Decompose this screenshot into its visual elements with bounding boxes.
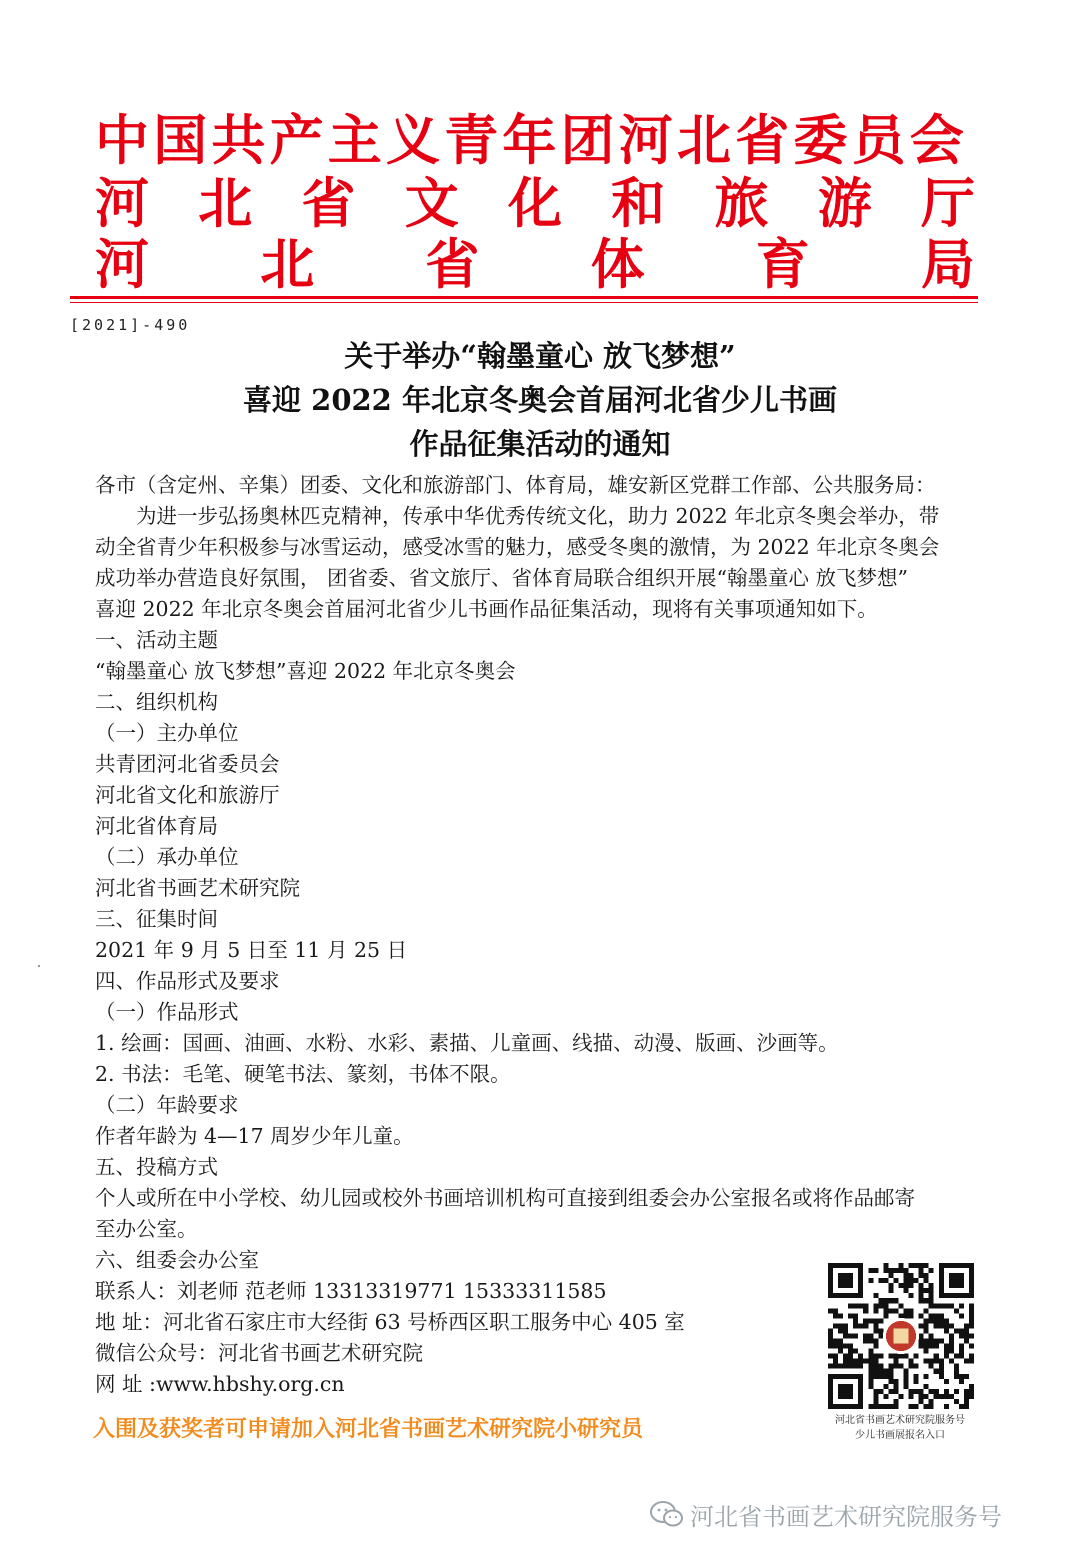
- issuer-char: 北: [260, 233, 315, 296]
- intro-line: 动全省青少年积极参与冰雪运动，感受冰雪的魅力，感受冬奥的激情，为 2022 年北京冬奥会: [95, 535, 940, 559]
- organizer-name: 河北省书画艺术研究院: [95, 876, 300, 900]
- subsection-heading: （一）主办单位: [95, 721, 239, 745]
- document-number: [2021]-490: [70, 316, 191, 334]
- issuer-char: 厅: [921, 172, 975, 235]
- submission-text: 个人或所在中小学校、幼儿园或校外书画培训机构可直接到组委会办公室报名或将作品邮寄: [95, 1186, 915, 1210]
- qr-caption-line-2: 少儿书画展报名入口: [855, 1430, 945, 1441]
- intro-line: 为进一步弘扬奥林匹克精神，传承中华优秀传统文化，助力 2022 年北京冬奥会举办，带: [95, 504, 940, 528]
- issuer-char: 省: [425, 233, 480, 296]
- issuer-char: 北: [198, 172, 253, 235]
- notice-title-line-1: 关于举办“翰墨童心 放飞梦想”: [344, 339, 736, 373]
- notice-title-line-3: 作品征集活动的通知: [409, 427, 671, 461]
- issuer-char: 游: [817, 172, 872, 235]
- wechat-watermark: [650, 1497, 1002, 1532]
- header-divider-thin: [70, 302, 978, 303]
- organizer-name: 共青团河北省委员会: [95, 752, 280, 776]
- office-address: 地 址：河北省石家庄市大经街 63 号桥西区职工服务中心 405 室: [95, 1310, 685, 1334]
- section-heading: 三、征集时间: [95, 907, 218, 931]
- work-form-item: 2. 书法：毛笔、硬笔书法、篆刻，书体不限。: [95, 1062, 511, 1086]
- website: 网 址 :www.hbshy.org.cn: [95, 1372, 345, 1396]
- section-heading: 一、活动主题: [95, 628, 218, 652]
- intro-paragraph: [95, 501, 995, 625]
- collection-period: 2021 年 9 月 5 日至 11 月 25 日: [95, 938, 408, 962]
- qr-code-icon: [828, 1263, 974, 1409]
- work-form-item: 1. 绘画：国画、油画、水粉、水彩、素描、儿童画、线描、动漫、版画、沙画等。: [95, 1031, 839, 1055]
- section-heading: 五、投稿方式: [95, 1155, 218, 1179]
- section-heading: 四、作品形式及要求: [95, 969, 280, 993]
- issuer-char: 文: [404, 172, 459, 235]
- subsection-heading: （二）承办单位: [95, 845, 239, 869]
- issuer-char: 省: [301, 172, 356, 235]
- intro-line: 成功举办营造良好氛围， 团省委、省文旅厅、省体育局联合组织开展“翰墨童心 放飞梦想”: [95, 566, 908, 590]
- issuer-char: 体: [590, 233, 645, 296]
- wechat-icon: [650, 1500, 684, 1530]
- issuer-char: 河: [95, 172, 149, 235]
- theme-text: “翰墨童心 放飞梦想”喜迎 2022 年北京冬奥会: [95, 659, 516, 683]
- issuer-char: 局: [920, 233, 975, 296]
- issuer-char: 化: [508, 172, 562, 235]
- section-heading: 六、组委会办公室: [95, 1248, 259, 1272]
- header-divider-thick: [70, 296, 978, 299]
- issuer-line-2: [95, 173, 975, 235]
- wechat-account: 微信公众号：河北省书画艺术研究院: [95, 1341, 423, 1365]
- issuer-char: 和: [611, 172, 666, 235]
- notice-title-line-2: 喜迎 2022 年北京冬奥会首届河北省少儿书画: [243, 383, 837, 417]
- intro-line: 喜迎 2022 年北京冬奥会首届河北省少儿书画作品征集活动，现将有关事项通知如下。: [95, 597, 878, 621]
- organizer-name: 河北省文化和旅游厅: [95, 783, 280, 807]
- section-heading: 二、组织机构: [95, 690, 218, 714]
- award-note: 入围及获奖者可申请加入河北省书画艺术研究院小研究员: [93, 1417, 644, 1442]
- subsection-heading: （二）年龄要求: [95, 1093, 239, 1117]
- issuer-line-3: [95, 234, 975, 296]
- scan-speck: [38, 965, 40, 967]
- issuer-char: 旅: [714, 172, 769, 235]
- organizer-name: 河北省体育局: [95, 814, 218, 838]
- issuer-line-1: [95, 110, 975, 172]
- age-requirement: 作者年龄为 4—17 周岁少年儿童。: [95, 1124, 414, 1148]
- subsection-heading: （一）作品形式: [95, 1000, 239, 1024]
- qr-caption-line-1: 河北省书画艺术研究院服务号: [835, 1415, 965, 1426]
- issuer-char: 河: [95, 233, 149, 296]
- submission-text: 至办公室。: [95, 1217, 198, 1241]
- salutation: 各市（含定州、辛集）团委、文化和旅游部门、体育局，雄安新区党群工作部、公共服务局：: [95, 473, 936, 497]
- issuer-char: 育: [755, 233, 810, 296]
- issuer-line-1-text: 中国共产主义青年团河北省委员会: [95, 109, 968, 172]
- contact-person: 联系人：刘老师 范老师 13313319771 15333311585: [95, 1279, 607, 1303]
- watermark-text: 河北省书画艺术研究院服务号: [690, 1503, 1002, 1531]
